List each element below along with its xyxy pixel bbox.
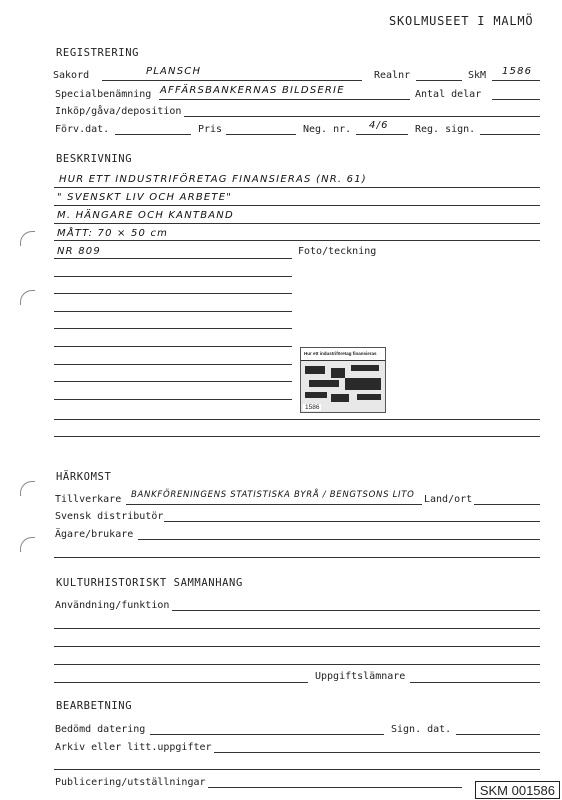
description-rule [54,223,540,224]
field-line-skm [492,80,540,81]
label-reg-sign: Reg. sign. [415,124,476,135]
value-tillverkare: BANKFÖRENINGENS STATISTISKA BYRÅ / BENGTSONS LITO [131,490,415,500]
field-line-specialbenamning [159,99,410,100]
description-rule [54,399,292,400]
field-line-pris [226,134,296,135]
description-line-1: HUR ETT INDUSTRIFÖRETAG FINANSIERAS (NR. 61) [59,174,367,185]
field-line-kultur [54,646,540,647]
photo-title-band [301,348,385,361]
label-agare: Ägare/brukare [55,529,134,540]
description-rule [54,293,292,294]
label-bedomd-datering: Bedömd datering [55,724,146,735]
description-line-3: M. HÄNGARE OCH KANTBAND [57,210,234,221]
inventory-stamp: SKM 001586 [475,781,560,799]
section-registrering: REGISTRERING [56,47,140,59]
section-bearbetning: BEARBETNING [56,700,133,712]
field-line-tillverkare [126,504,422,505]
object-photo [300,347,386,413]
value-sakord: PLANSCH [146,66,202,77]
description-rule [54,187,540,188]
description-rule [54,346,292,347]
description-rule [54,364,292,365]
label-land-ort: Land/ort [424,494,473,505]
label-skm: SkM [468,70,487,81]
punch-hole-mark [20,290,35,305]
description-line-5: NR 809 [57,246,101,257]
description-rule [54,381,292,382]
photo-title: Hur ett industriföretag finansieras [304,351,377,356]
description-rule [54,276,292,277]
field-line-agare-extra [54,557,540,558]
label-tillverkare: Tillverkare [55,494,122,505]
description-rule [54,311,292,312]
label-specialbenamning: Specialbenämning [55,89,152,100]
museum-name: SKOLMUSEET I MALMÖ [389,14,534,28]
description-rule [54,258,292,259]
section-kultur: KULTURHISTORISKT SAMMANHANG [56,577,243,589]
section-beskrivning: BESKRIVNING [56,153,133,165]
field-line-sakord [102,80,362,81]
label-antal-delar: Antal delar [415,89,482,100]
section-harkomst: HÄRKOMST [56,471,112,483]
label-svensk-distributor: Svensk distributör [55,511,164,522]
label-publicering: Publicering/utställningar [55,777,206,788]
description-line-4: MÅTT: 70 × 50 cm [57,228,169,239]
field-line-land-ort [474,504,540,505]
label-pris: Pris [198,124,223,135]
value-neg-nr: 4/6 [369,120,389,131]
label-foto: Foto/teckning [298,246,377,257]
field-line-realnr [416,80,462,81]
label-arkiv: Arkiv eller litt.uppgifter [55,742,212,753]
label-uppgiftslamnare: Uppgiftslämnare [315,671,406,682]
description-rule [54,419,540,420]
description-rule [54,328,292,329]
description-rule [54,436,540,437]
field-line-kultur [54,664,540,665]
field-line-anvandning [172,610,540,611]
field-line-forv-dat [115,134,191,135]
field-line-sign-dat [456,734,540,735]
photo-number: 1586 [305,404,320,411]
label-sakord: Sakord [53,70,90,81]
field-line-agare [138,539,540,540]
description-rule [54,240,540,241]
field-line-inkop [184,116,540,117]
label-sign-dat: Sign. dat. [391,724,452,735]
field-line-kultur [54,628,540,629]
field-line-arkiv-extra [54,769,540,770]
field-line-datering [150,734,384,735]
punch-hole-mark [20,481,35,496]
field-line-uppgiftslamnare [410,682,540,683]
field-line-arkiv [214,752,540,753]
field-line-publicering [208,787,462,788]
description-line-2: " SVENSKT LIV OCH ARBETE" [57,192,233,203]
punch-hole-mark [20,231,35,246]
value-specialbenamning: AFFÄRSBANKERNAS BILDSERIE [160,85,345,96]
label-inkop: Inköp/gåva/deposition [55,106,182,117]
field-line-kultur [54,682,308,683]
label-forv-dat: Förv.dat. [55,124,110,135]
field-line-distributor [164,521,540,522]
label-neg-nr: Neg. nr. [303,124,352,135]
field-line-reg-sign [480,134,540,135]
field-line-antal-delar [492,99,540,100]
punch-hole-mark [20,537,35,552]
description-rule [54,205,540,206]
label-realnr: Realnr [374,70,411,81]
field-line-neg-nr [356,134,408,135]
value-skm: 1586 [502,66,533,77]
label-anvandning: Användning/funktion [55,600,170,611]
